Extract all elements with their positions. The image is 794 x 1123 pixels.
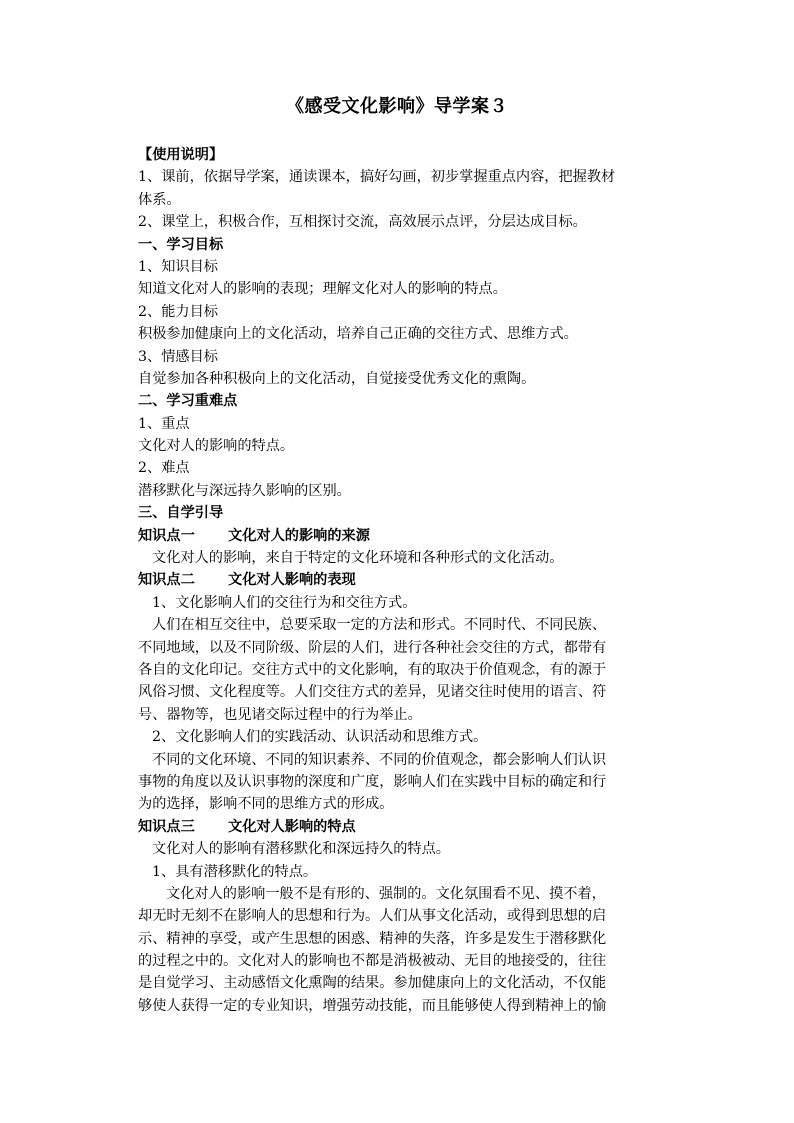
- kp3-paragraph-1-line-1: 文化对人的影响一般不是有形的、强制的。文化氛围看不见、摸不着，: [166, 885, 606, 902]
- usage-heading: 【使用说明】: [138, 147, 224, 163]
- key-point-text: 文化对人的影响的特点。: [138, 438, 295, 455]
- knowledge-point-3-heading: [138, 816, 678, 838]
- kp2-paragraph-1-line-2: 不同地域，以及不同阶级、阶层的人们，进行各种社会交往的方式，都带有: [138, 639, 607, 656]
- kp3-paragraph-1-line-4: 的过程之中的。文化对人的影响也不都是消极被动、无目的地接受的，往往: [138, 953, 607, 970]
- section-heading-self-study: 三、自学引导: [138, 505, 224, 522]
- knowledge-point-2-heading: [138, 569, 678, 591]
- difficulty-text: 潜移默化与深远持久影响的区别。: [138, 482, 351, 499]
- knowledge-point-3-number: 知识点三: [138, 818, 195, 835]
- kp2-paragraph-1-line-1: 人们在相互交往中，总要采取一定的方法和形式。不同时代、不同民族、: [152, 617, 607, 634]
- kp2-paragraph-2-line-1: 不同的文化环境、不同的知识素养、不同的价值观念，都会影响人们认识: [152, 751, 607, 768]
- knowledge-point-3-title: 文化对人影响的特点: [228, 818, 356, 835]
- goal-ability-label: 2、能力目标: [138, 303, 218, 320]
- knowledge-point-3-sub-1: 1、具有潜移默化的特点。: [152, 863, 318, 880]
- section-heading-goals: 一、学习目标: [138, 236, 224, 253]
- knowledge-point-2-title: 文化对人影响的表现: [228, 572, 356, 589]
- knowledge-point-2-number: 知识点二: [138, 572, 195, 589]
- knowledge-point-1-number: 知识点一: [138, 527, 195, 544]
- kp2-paragraph-2-line-3: 为的选择，影响不同的思维方式的形成。: [138, 796, 394, 813]
- usage-item-2: 2、课堂上，积极合作，互相探讨交流，高效展示点评，分层达成目标。: [138, 214, 587, 231]
- kp2-paragraph-2-line-2: 事物的角度以及认识事物的深度和广度，影响人们在实践中目标的确定和行: [138, 773, 607, 790]
- difficulty-label: 2、难点: [138, 460, 190, 477]
- goal-knowledge-text: 知道文化对人的影响的表现；理解文化对人的影响的特点。: [138, 281, 507, 298]
- goal-emotion-label: 3、情感目标: [138, 348, 218, 365]
- document-body: [138, 144, 678, 1017]
- goal-ability-text: 积极参加健康向上的文化活动，培养自己正确的交往方式、思维方式。: [138, 326, 578, 343]
- kp2-paragraph-1-line-3: 各自的文化印记。交往方式中的文化影响，有的取决于价值观念，有的源于: [138, 661, 607, 678]
- kp3-paragraph-1-line-3: 示、精神的享受，或产生思想的困惑、精神的失落，许多是发生于潜移默化: [138, 930, 607, 947]
- kp2-paragraph-1-line-5: 号、器物等，也见诸交际过程中的行为举止。: [138, 706, 422, 723]
- usage-item-1-line-1: 1、课前，依据导学案，通读课本，搞好勾画，初步掌握重点内容，把握教材: [138, 169, 616, 186]
- knowledge-point-1-text: 文化对人的影响，来自于特定的文化环境和各种形式的文化活动。: [152, 550, 564, 567]
- document-title: 《感受文化影响》导学案３: [286, 96, 508, 117]
- kp3-paragraph-1-line-5: 是自觉学习、主动感悟文化熏陶的结果。参加健康向上的文化活动，不仅能: [138, 975, 607, 992]
- knowledge-point-3-text: 文化对人的影响有潜移默化和深远持久的特点。: [152, 841, 450, 858]
- knowledge-point-2-sub-1: 1、文化影响人们的交往行为和交往方式。: [152, 594, 417, 611]
- key-point-label: 1、重点: [138, 415, 190, 432]
- knowledge-point-2-sub-2: 2、文化影响人们的实践活动、认识活动和思维方式。: [152, 729, 488, 746]
- knowledge-point-1-heading: [138, 525, 678, 547]
- usage-item-1-line-2: 体系。: [138, 191, 181, 208]
- goal-knowledge-label: 1、知识目标: [138, 258, 218, 275]
- goal-emotion-text: 自觉参加各种积极向上的文化活动，自觉接受优秀文化的熏陶。: [138, 370, 536, 387]
- kp3-paragraph-1-line-2: 却无时无刻不在影响人的思想和行为。人们从事文化活动，或得到思想的启: [138, 908, 607, 925]
- kp2-paragraph-1-line-4: 风俗习惯、文化程度等。人们交往方式的差异，见诸交往时使用的语言、符: [138, 684, 607, 701]
- knowledge-point-1-title: 文化对人的影响的来源: [228, 527, 370, 544]
- section-heading-key-points: 二、学习重难点: [138, 393, 238, 410]
- kp3-paragraph-1-line-6: 够使人获得一定的专业知识，增强劳动技能，而且能够使人得到精神上的愉: [138, 997, 607, 1014]
